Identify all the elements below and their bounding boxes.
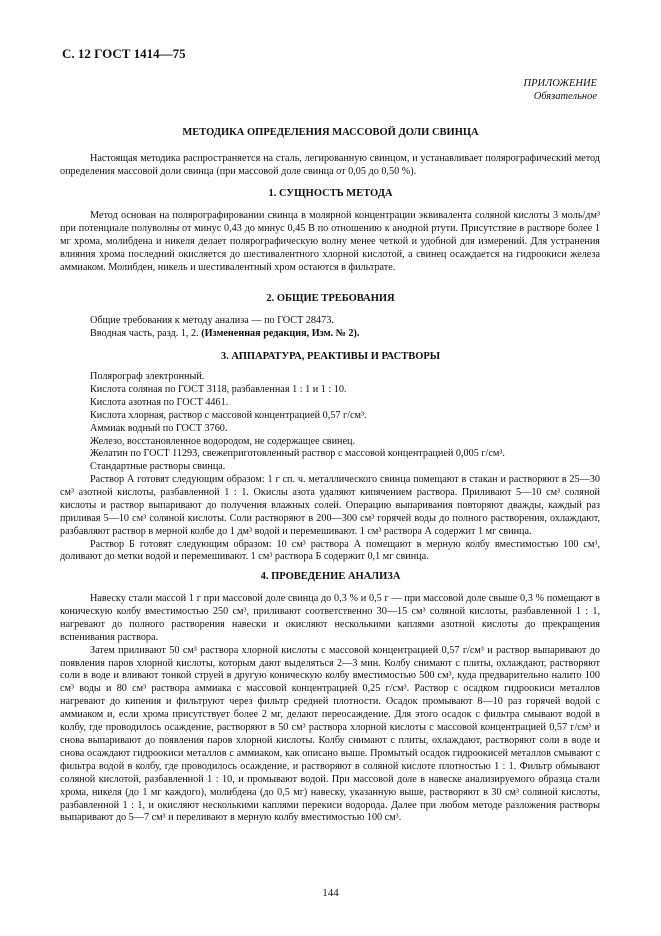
section-2-line-2-text: Вводная часть, разд. 1, 2. xyxy=(90,327,202,339)
section-3-heading: 3. АППАРАТУРА, РЕАКТИВЫ И РАСТВОРЫ xyxy=(220,351,441,362)
document-title: МЕТОДИКА ОПРЕДЕЛЕНИЯ МАССОВОЙ ДОЛИ СВИНЦА xyxy=(182,127,479,138)
section-2-line-1: Общие требования к методу анализа — по ГОСТ 28473. xyxy=(90,315,334,326)
solution-a-text: Раствор А готовят следующим образом: 1 г сп. ч. металлического свинца помещают в стакан и растворяют в 25—30 см³ азотной кислоты, разбавленной 1 : 1. Окислы азота удаляют кипячением раствора. Приливают 5—10 см³ соляной кислоты и раствор выпаривают до получения влажных солей. Операцию выпаривания повторяют дважды, каждый раз приливая 5—10 см³ соляной кислоты. Соли растворяют в 200—300 см³ горячей воды до полного растворения, охлаждают, разбавляют раствор в мерной колбе до 1 дм³ водой и перемешивают. 1 см³ раствора А содержит 1 мг свинца. xyxy=(60,474,600,537)
section-4-heading: 4. ПРОВЕДЕНИЕ АНАЛИЗА xyxy=(260,571,401,582)
intro-text: Настоящая методика распространяется на сталь, легированную свинцом, и устанавливает полярографический метод определения массовой доли свинца (при массовой доле свинца от 0,05 до 0,50 %). xyxy=(60,153,600,177)
solution-b-text: Раствор Б готовят следующим образом: 10 см³ раствора А помещают в мерную колбу вместимостью 100 см³, доливают до метки водой и перемешивают. 1 см³ раствора Б содержит 0,1 мг свинца. xyxy=(60,538,600,563)
running-header: С. 12 ГОСТ 1414—75 xyxy=(62,46,186,61)
appendix-label xyxy=(524,78,598,103)
section-1-text: Метод основан на полярографировании свинца в молярной концентрации эквивалента соляной кислоты 3 моль/дм³ при потенциале полуволны от минус 0,43 до минус 0,45 В по отношению к анодной ртути. Присутствие в растворе более 1 мг хрома, молибдена и никеля делает полярографическую волну менее четкой и удобной для измерений. Для устранения влияния хрома последний окисляется до шестивалентного хлорной кислотой, а свинец осаждается на гидроокиси железа аммиаком. Молибден, никель и шестивалентный хром остаются в фильтрате. xyxy=(60,210,600,273)
appendix-status: Обязательное xyxy=(533,90,597,102)
list-item: Кислота соляная по ГОСТ 3118, разбавленная 1 : 1 и 1 : 10. xyxy=(90,383,347,395)
page-number: 144 xyxy=(322,887,339,899)
list-item: Кислота азотная по ГОСТ 4461. xyxy=(90,396,229,408)
section-2-line-2 xyxy=(90,328,600,341)
intro-paragraph xyxy=(60,153,600,179)
section-3-items xyxy=(90,371,600,474)
section-1-body xyxy=(60,210,600,275)
section-2-heading: 2. ОБЩИЕ ТРЕБОВАНИЯ xyxy=(266,293,395,304)
section-4-body xyxy=(60,593,600,825)
list-item: Аммиак водный по ГОСТ 3760. xyxy=(90,422,228,434)
section-3-solutions xyxy=(60,474,600,564)
list-item: Полярограф электронный. xyxy=(90,371,205,382)
section-4-paragraph-1: Навеску стали массой 1 г при массовой доле свинца до 0,3 % и 0,5 г — при массовой доле свыше 0,3 % помещают в коническую колбу вместимостью 250 см³, приливают соответственно 30—15 см³ соляной кислоты, разбавленной 1 : 1, нагревают до полного растворения навески и окисляют несколькими каплями азотной кислоты до прекращения вспенивания раствора. xyxy=(60,593,600,643)
appendix-title: ПРИЛОЖЕНИЕ xyxy=(523,78,597,89)
section-2-body xyxy=(90,315,600,341)
amendment-note: (Измененная редакция, Изм. № 2). xyxy=(201,327,360,339)
section-4-paragraph-2: Затем приливают 50 см³ раствора хлорной кислоты с массовой концентрацией 0,57 г/см³ и раствор выпаривают до появления паров хлорной кислоты, которым дают выделяться 2—3 мин. Колбу снимают с плиты, охлаждают, растворяют соли в воде и вливают тонкой струей в другую коническую колбу вместимостью 500 см³, куда предварительно налито 100 см³ воды и 80 см³ раствора аммиака с массовой концентрацией 0,25 г/см³. Раствор с осадком гидроокиси металлов нагревают до кипения и фильтруют через фильтр средней плотности. Осадок промывают 8—10 раз горячей водой с аммиаком и, если хрома присутствует более 2 мг, делают переосаждение. Для этого осадок с фильтра смывают водой в колбу, где проводилось осаждение, растворяют в 50 см³ раствора хлорной кислоты с массовой концентрацией 0,57 г/см³ и снова выпаривают до появления паров хлорной кислоты. Колбу снимают с плиты, охлаждают, растворяют соли в воде и снова осаждают гидроокиси металлов с аммиаком, как описано выше. Промытый осадок гидроокисей металлов смывают с фильтра водой в колбу, где проводилось осаждение, и растворяют в соляной кислоте плотностью 1 : 1. Фильтр обмывают соляной кислотой, разбавленной 1 : 10, и промывают водой. При массовой доле в навеске анализируемого образца стали хрома, никеля (до 1 мг каждого), молибдена (до 0,5 мг) навеску, указанную выше, растворяют в 30 см³ соляной кислоты, разбавленной 1 : 1, и окисляют несколькими каплями перекиси водорода. Далее при любом методе разложения растворы выпаривают до 5—7 см³ и переливают в мерную колбу вместимостью 100 см³. xyxy=(60,644,600,824)
list-item: Железо, восстановленное водородом, не содержащее свинец. xyxy=(90,435,355,447)
section-1-heading: 1. СУЩНОСТЬ МЕТОДА xyxy=(268,188,393,199)
list-item: Стандартные растворы свинца. xyxy=(90,461,226,473)
list-item: Кислота хлорная, раствор с массовой концентрацией 0,57 г/см³. xyxy=(90,409,367,421)
list-item: Желатин по ГОСТ 11293, свежеприготовленный раствор с массовой концентрацией 0,005 г/см³. xyxy=(90,448,505,460)
